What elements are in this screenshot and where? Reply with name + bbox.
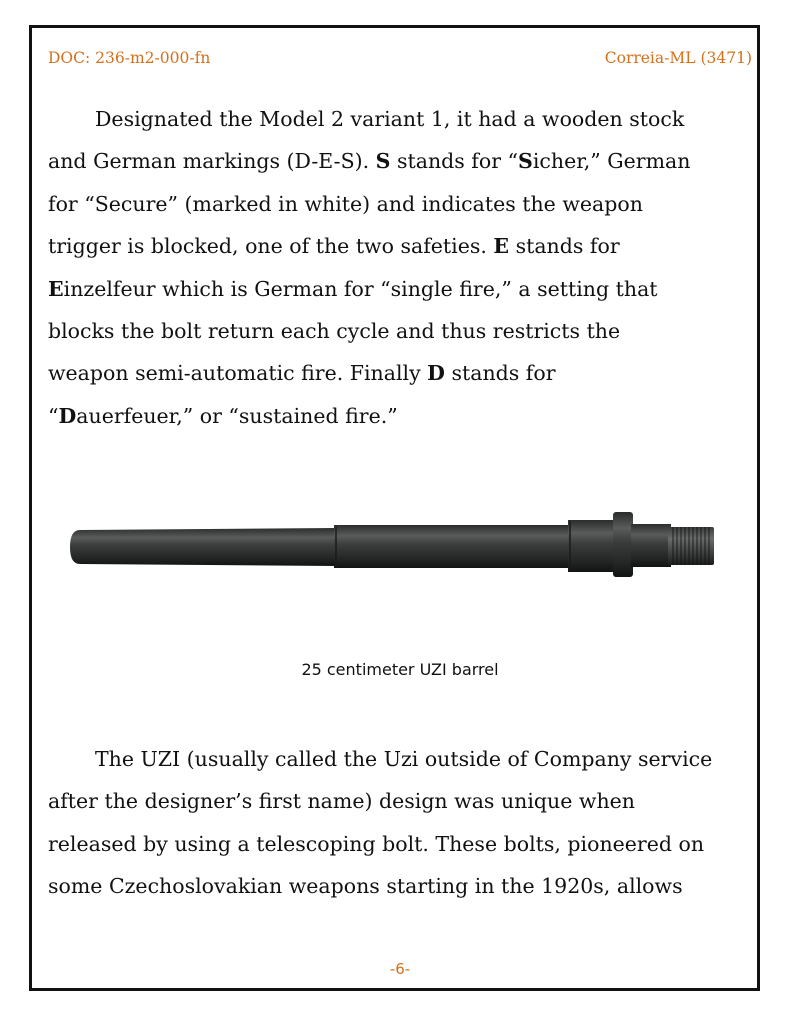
paragraph-uzi-design [48,738,760,908]
barrel-mid-section [334,525,574,568]
author-reference: Correia-ML (3471) [604,49,752,67]
uzi-barrel-image [68,500,724,590]
text-run: stands for “ [390,149,519,174]
text-run: blocks the bolt return each cycle and thus restricts the [48,319,621,344]
barrel-muzzle [631,524,671,567]
text-run: and German markings (D-E-S). [48,149,376,174]
paragraph-line [48,98,760,140]
paragraph-line: released by using a telescoping bolt. These bolts, pioneered on [48,831,705,856]
bold-letter-s: S [375,149,391,174]
paragraph-line [48,225,760,267]
bold-letter-s: S [518,149,533,174]
text-run: auerfeuer,” or “sustained fire.” [76,403,398,428]
paragraph-line: after the designer’s first name) design was unique when [48,789,635,814]
paragraph-model-2-variant [48,98,760,437]
document-id: DOC: 236-m2-000-fn [48,49,211,67]
bold-letter-e: E [493,234,510,259]
paragraph-line: The UZI (usually called the Uzi outside of Company service [95,747,713,771]
paragraph-line [48,352,760,394]
text-run: stands for [444,361,556,386]
text-run: inzelfeur which is German for “single fire,” a setting that [63,276,658,301]
bold-letter-d: D [58,403,77,428]
barrel-threads [668,527,714,565]
text-run: icher,” German [532,149,691,174]
text-run: “ [48,403,59,428]
paragraph-line [48,268,760,310]
page-number: -6- [389,960,411,978]
bold-letter-d: D [427,361,445,386]
figure-caption: 25 centimeter UZI barrel [301,660,499,679]
text-run: Designated the Model 2 variant 1, it had a wooden stock [95,107,685,131]
paragraph-line [48,140,760,182]
paragraph-line: some Czechoslovakian weapons starting in the 1920s, allows [48,874,683,899]
text-run: trigger is blocked, one of the two safeties. [48,234,494,259]
barrel-front-collar [568,520,618,572]
paragraph-line [48,183,760,225]
bold-letter-e: E [48,276,64,301]
barrel-rear-section [70,528,336,566]
paragraph-line [48,395,760,437]
text-run: for “Secure” (marked in white) and indicates the weapon [48,191,643,216]
text-run: stands for [509,234,620,259]
paragraph-line [48,310,760,352]
text-run: weapon semi-automatic fire. Finally [48,361,428,386]
barrel-nut-flange [613,512,633,577]
